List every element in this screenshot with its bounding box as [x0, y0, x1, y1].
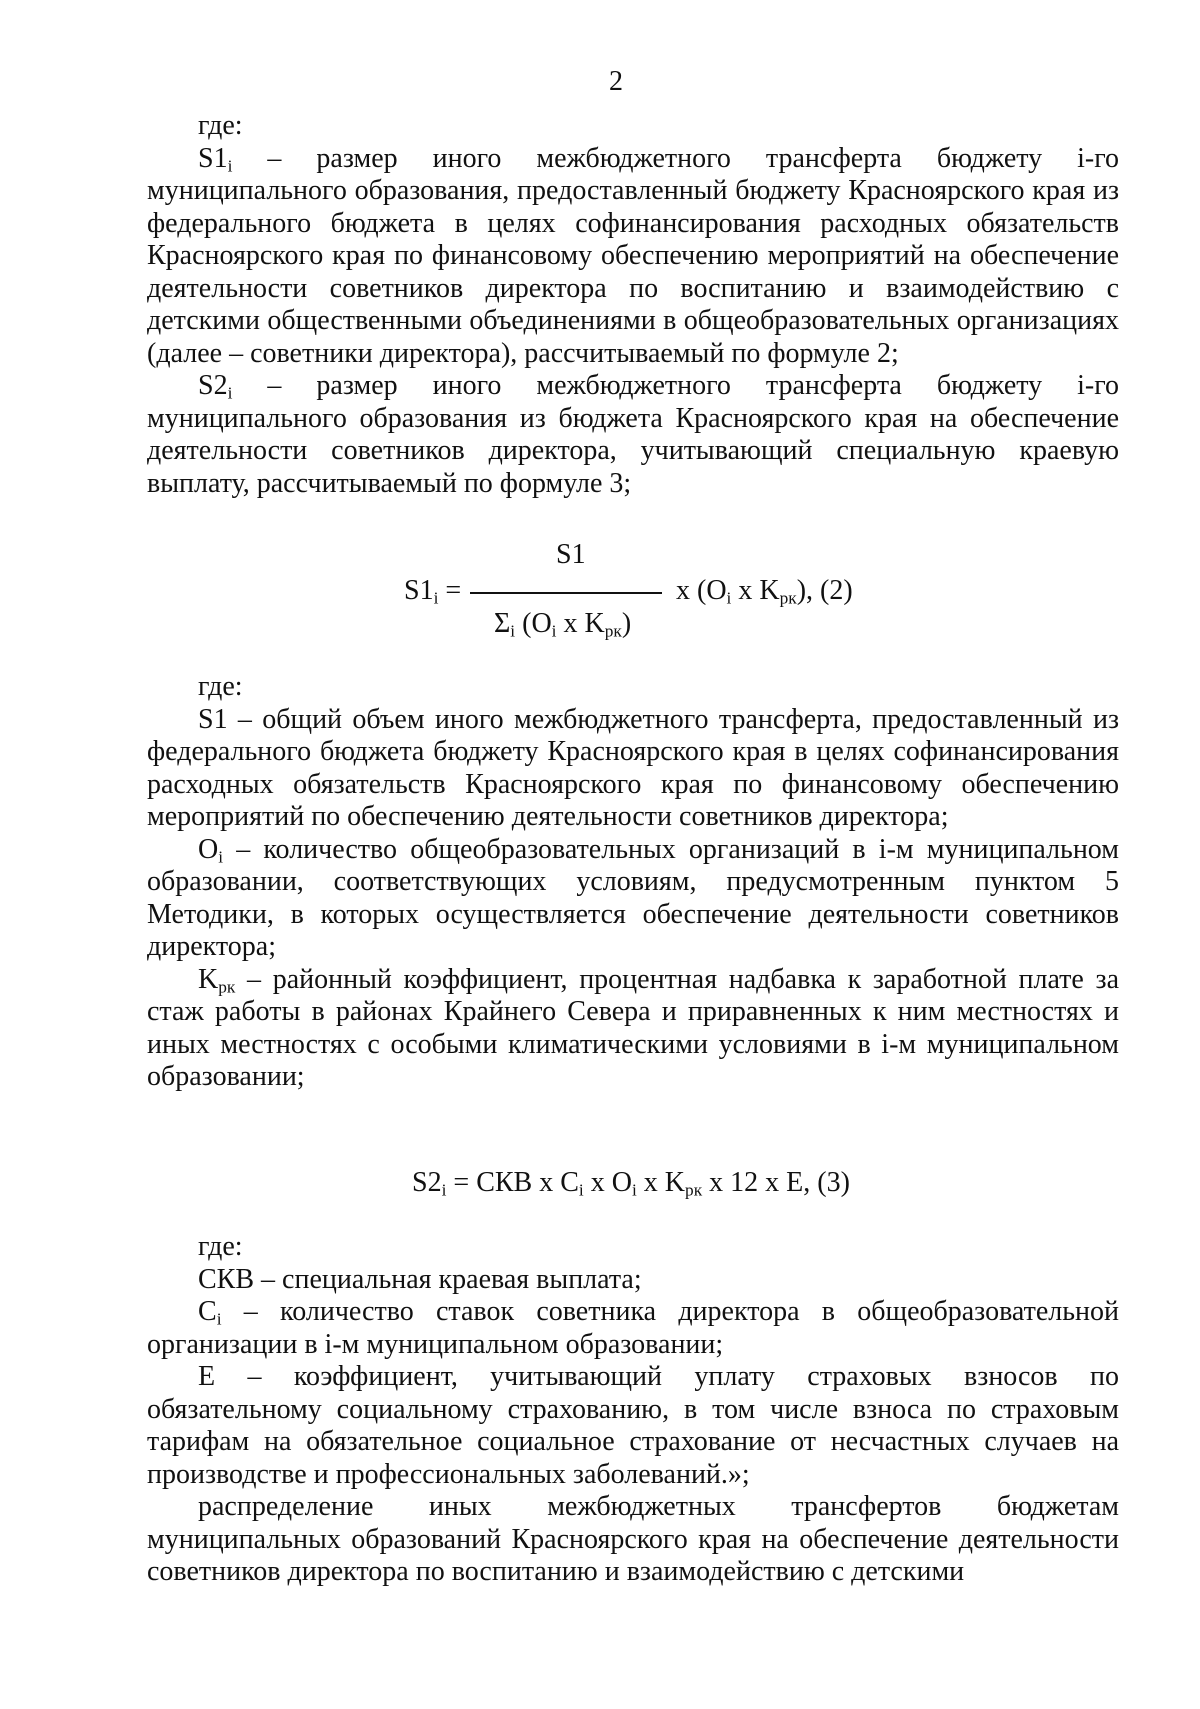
where-label: где: [198, 1231, 243, 1262]
where-label: где: [198, 110, 243, 141]
krk-symbol: $K_{рк}$ [198, 963, 236, 996]
formula-2-numerator: S1 [556, 539, 586, 570]
definitions-block-2 [147, 671, 1119, 1094]
oi-symbol: $O_i$ [198, 833, 224, 866]
formula-3: $S2_i$ = СКВ x $C_i$ x $O_i$ x $K_{рк}$ x 12 x E, (3) [412, 1167, 850, 1200]
s2i-definition: $S2_i$ – размер иного межбюджетного трансферта бюджету i-го муниципального образования из бюджета Красноярского края на обеспечение деятельности советников директора, учитывающий специальную краевую выплату, рассчитываемый по формуле 3; [147, 370, 1119, 499]
e-definition: E – коэффициент, учитывающий уплату страховых взносов по обязательному социальному страхованию, в том числе взноса по страховым тарифам на обязательное социальное страхование от несчастных случаев на производстве и профессиональных заболеваний.»; [147, 1361, 1119, 1490]
s1i-symbol: $S1_i$ [198, 142, 233, 175]
ci-symbol: $C_i$ [198, 1296, 222, 1329]
where-label: где: [198, 671, 243, 702]
formula-2-fraction-line [470, 592, 662, 594]
ci-definition: $C_i$ – количество ставок советника директора в общеобразовательной организации в i-м муниципальном образовании; [147, 1296, 1119, 1360]
s1-definition: S1 – общий объем иного межбюджетного трансферта, предоставленный из федерального бюджета бюджету Красноярского края в целях софинансирования расходных обязательств Красноярского края по финансовому обеспечению мероприятий по обеспечению деятельности советников директора; [147, 703, 1119, 832]
definitions-block-3 [147, 1231, 1119, 1589]
krk-definition: $K_{рк}$ – районный коэффициент, процентная надбавка к заработной плате за стаж работы в районах Крайнего Севера и приравненных к ним местностях и иных местностях с особыми климатическими условиями в i-м муниципальном образовании; [147, 963, 1119, 1092]
skv-definition: СКВ – специальная краевая выплата; [198, 1263, 642, 1295]
s1i-definition: $S1_i$ – размер иного межбюджетного трансферта бюджету i-го муниципального образования, предоставленный бюджету Красноярского края из федерального бюджета в целях софинансирования расходных обязательств Красноярского края по финансовому обеспечению мероприятий на обеспечение деятельности советников директора по воспитанию и взаимодействию с детскими общественными объединениями в общеобразовательных организациях (далее – советники директора), рассчитываемый по формуле 2; [147, 142, 1119, 369]
formula-2-rhs: x ($O_i$ x $K_{рк}$), (2) [676, 575, 853, 608]
s2i-symbol: $S2_i$ [198, 370, 233, 403]
page-number: 2 [609, 66, 623, 97]
oi-definition: $O_i$ – количество общеобразовательных организаций в i-м муниципальном образовании, соответствующих условиям, предусмотренным пунктом 5 Методики, в которых осуществляется обеспечение деятельности советников директора; [147, 833, 1119, 962]
distribution-paragraph: распределение иных межбюджетных трансфертов бюджетам муниципальных образований Красноярского края на обеспечение деятельности советников директора по воспитанию и взаимодействию с детскими [147, 1491, 1119, 1587]
formula-2-lhs: $S1_i$ = [404, 575, 462, 608]
formula-2-denominator: $\Sigma_i$ ($O_i$ x $K_{рк}$) [494, 608, 632, 641]
